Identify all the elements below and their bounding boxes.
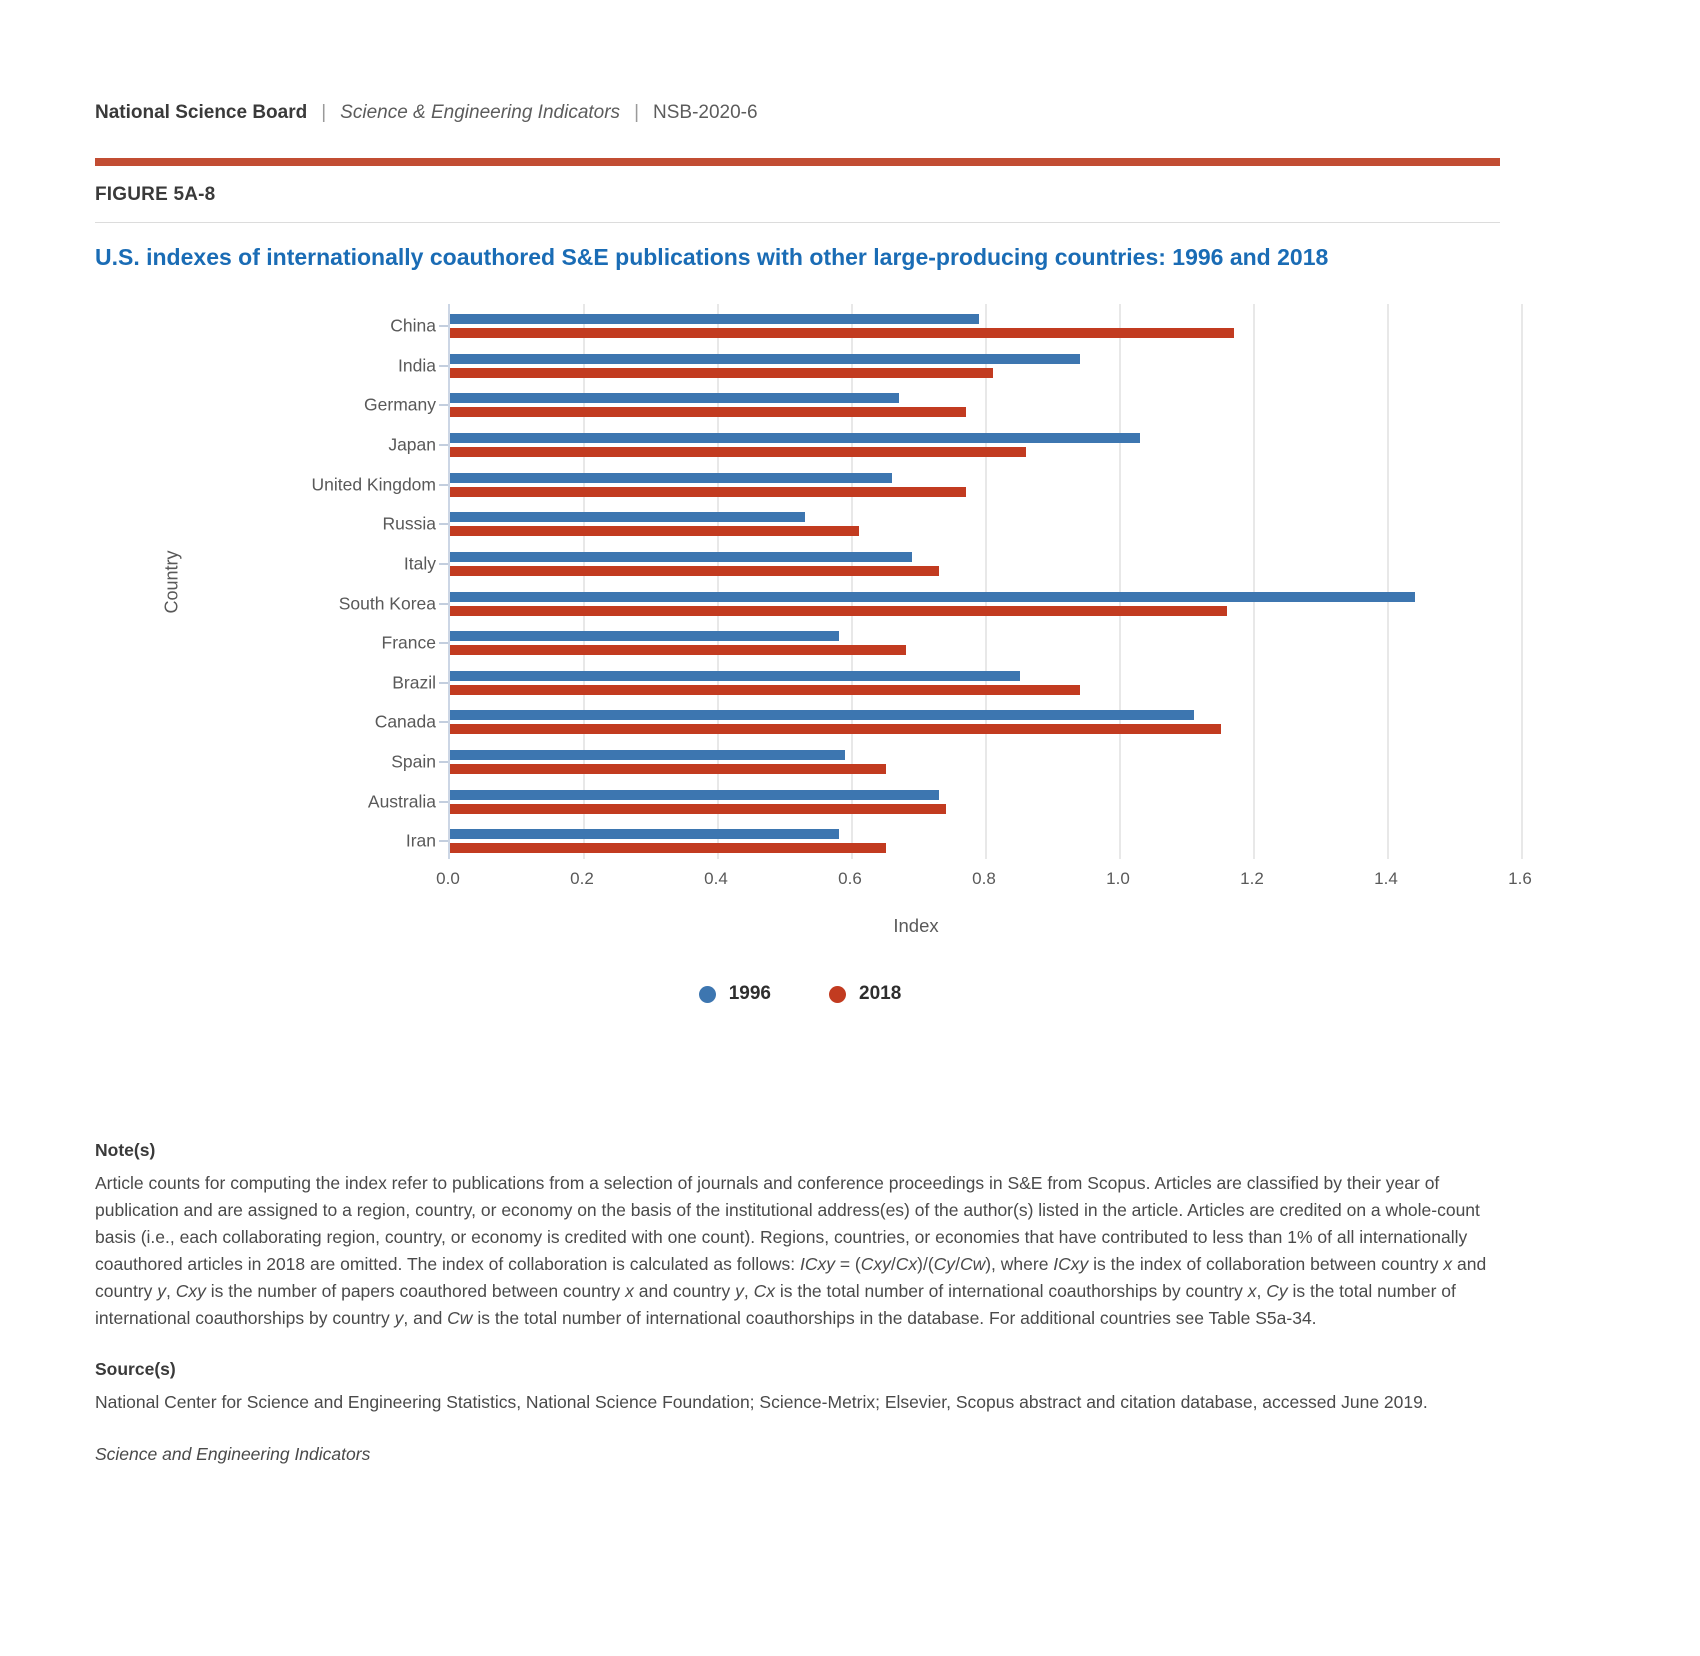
category-row [338, 582, 1522, 622]
category-label: Canada [374, 711, 436, 732]
x-tick-label: 0.6 [838, 869, 862, 888]
chart-legend [550, 983, 1050, 1005]
category-row [398, 344, 1522, 384]
sources-heading: Source(s) [95, 1359, 176, 1379]
bar-2018 [450, 645, 906, 655]
legend-label-2018: 2018 [859, 983, 902, 1004]
category-row [403, 542, 1522, 582]
category-row [382, 502, 1522, 542]
notes-text: Article counts for computing the index refer to publications from a selection of journals and conference proceedings in S&E from Scopus. Articles are classified by their year of publication and are assigned to a region, country, or economy on the basis of the institutional address(es) of the author(s) listed in the article. Articles are credited on a whole-count basis (i.e., each collaborating region, country, or economy is credited with one count). Regions, countries, or economies that have contributed to less than 1% of all internationally coauthored articles in 2018 are omitted. The index of collaboration is calculated as follows: ICxy = (Cxy/Cx)/(Cy/Cw), where ICxy is the index of collaboration between country x and country y, Cxy is the number of papers coauthored between country x and country y, Cx is the total number of international coauthorships by country x, Cy is the total number of international coauthorships by country y, and Cw is the total number of international coauthorships in the database. For additional countries see Table S5a-34. [95, 1173, 1487, 1328]
legend-label-1996: 1996 [728, 983, 771, 1004]
category-row [405, 819, 1522, 859]
category-tick [439, 642, 448, 644]
category-tick [439, 325, 448, 327]
x-tick-label: 0.2 [570, 869, 594, 888]
sources-section [95, 1356, 1500, 1416]
category-row [392, 661, 1522, 701]
category-label: South Korea [338, 593, 436, 613]
legend-item-1996[interactable] [699, 983, 771, 1005]
category-row [364, 383, 1522, 423]
category-label: Russia [382, 513, 436, 534]
accent-rule [95, 158, 1500, 166]
org-name: National Science Board [95, 102, 308, 123]
category-label: Japan [388, 434, 436, 455]
category-label: China [390, 315, 436, 336]
divider-rule [95, 222, 1500, 223]
bar-1996 [450, 473, 892, 483]
category-row [367, 780, 1522, 820]
bar-1996 [450, 671, 1020, 681]
legend-dot-2018-icon [829, 986, 846, 1003]
category-row [374, 700, 1522, 740]
figure-title: U.S. indexes of internationally coauthored S&E publications with other large-producing countries: 1996 and 2018 [95, 244, 1329, 270]
category-label: Italy [403, 553, 436, 574]
bar-2018 [450, 566, 939, 576]
x-tick-label: 1.6 [1508, 869, 1532, 888]
bar-2018 [450, 487, 966, 497]
bar-2018 [450, 764, 886, 774]
report-header [95, 0, 1500, 124]
publication-name: Science & Engineering Indicators [340, 102, 621, 123]
bar-2018 [450, 328, 1234, 338]
category-tick [439, 801, 448, 803]
legend-dot-1996-icon [699, 986, 716, 1003]
category-tick [439, 365, 448, 367]
category-tick [439, 761, 448, 763]
notes-section [95, 1137, 1500, 1332]
category-row [388, 423, 1522, 463]
figure-label: FIGURE 5A-8 [95, 184, 216, 205]
x-tick-label: 0.8 [972, 869, 996, 888]
bar-2018 [450, 407, 966, 417]
bar-2018 [450, 447, 1026, 457]
x-tick-label: 1.0 [1106, 869, 1130, 888]
bar-1996 [450, 631, 839, 641]
bar-1996 [450, 710, 1194, 720]
category-label: Spain [391, 751, 436, 772]
x-axis-title: Index [893, 915, 939, 936]
category-label: United Kingdom [311, 474, 436, 495]
bar-2018 [450, 606, 1227, 616]
x-tick-label: 1.2 [1240, 869, 1264, 888]
bar-1996 [450, 750, 845, 760]
x-tick-label: 0.0 [436, 869, 460, 888]
category-row [381, 621, 1522, 661]
plot-area [311, 304, 1522, 859]
category-label: France [381, 632, 436, 653]
x-tick-label: 1.4 [1374, 869, 1398, 888]
bar-2018 [450, 804, 946, 814]
category-label: Australia [367, 791, 436, 812]
notes-heading: Note(s) [95, 1140, 156, 1160]
category-tick [439, 721, 448, 723]
category-tick [439, 840, 448, 842]
report-id: NSB-2020-6 [653, 102, 758, 123]
bar-2018 [450, 843, 886, 853]
bar-1996 [450, 512, 805, 522]
category-tick [439, 603, 448, 605]
y-axis-title: Country [161, 550, 182, 614]
category-tick [439, 444, 448, 446]
bar-1996 [450, 592, 1415, 602]
bar-2018 [450, 368, 993, 378]
category-row [311, 463, 1522, 503]
bar-1996 [450, 433, 1140, 443]
bar-1996 [450, 552, 912, 562]
bar-1996 [450, 393, 899, 403]
bar-1996 [450, 354, 1080, 364]
category-row [390, 304, 1522, 344]
separator: | [634, 102, 639, 123]
category-tick [439, 404, 448, 406]
x-tick-label: 0.4 [704, 869, 728, 888]
bar-chart [95, 304, 1500, 859]
bar-2018 [450, 526, 859, 536]
category-tick [439, 484, 448, 486]
category-label: Brazil [392, 672, 436, 693]
category-tick [439, 682, 448, 684]
bar-1996 [450, 829, 839, 839]
category-row [391, 740, 1522, 780]
sources-text: National Center for Science and Engineering Statistics, National Science Foundation; Science-Metrix; Elsevier, Scopus abstract and citation database, accessed June 2019. [95, 1392, 1428, 1412]
footer-title: Science and Engineering Indicators [95, 1444, 371, 1464]
category-label: India [398, 355, 436, 376]
bar-1996 [450, 790, 939, 800]
category-label: Germany [364, 394, 436, 415]
x-axis-ticks [436, 859, 1532, 891]
separator: | [321, 102, 327, 123]
bar-1996 [450, 314, 979, 324]
category-tick [439, 523, 448, 525]
bar-2018 [450, 724, 1221, 734]
category-label: Iran [405, 830, 436, 851]
page-content [95, 0, 1532, 1465]
bar-2018 [450, 685, 1080, 695]
category-tick [439, 563, 448, 565]
legend-item-2018[interactable] [829, 983, 901, 1005]
